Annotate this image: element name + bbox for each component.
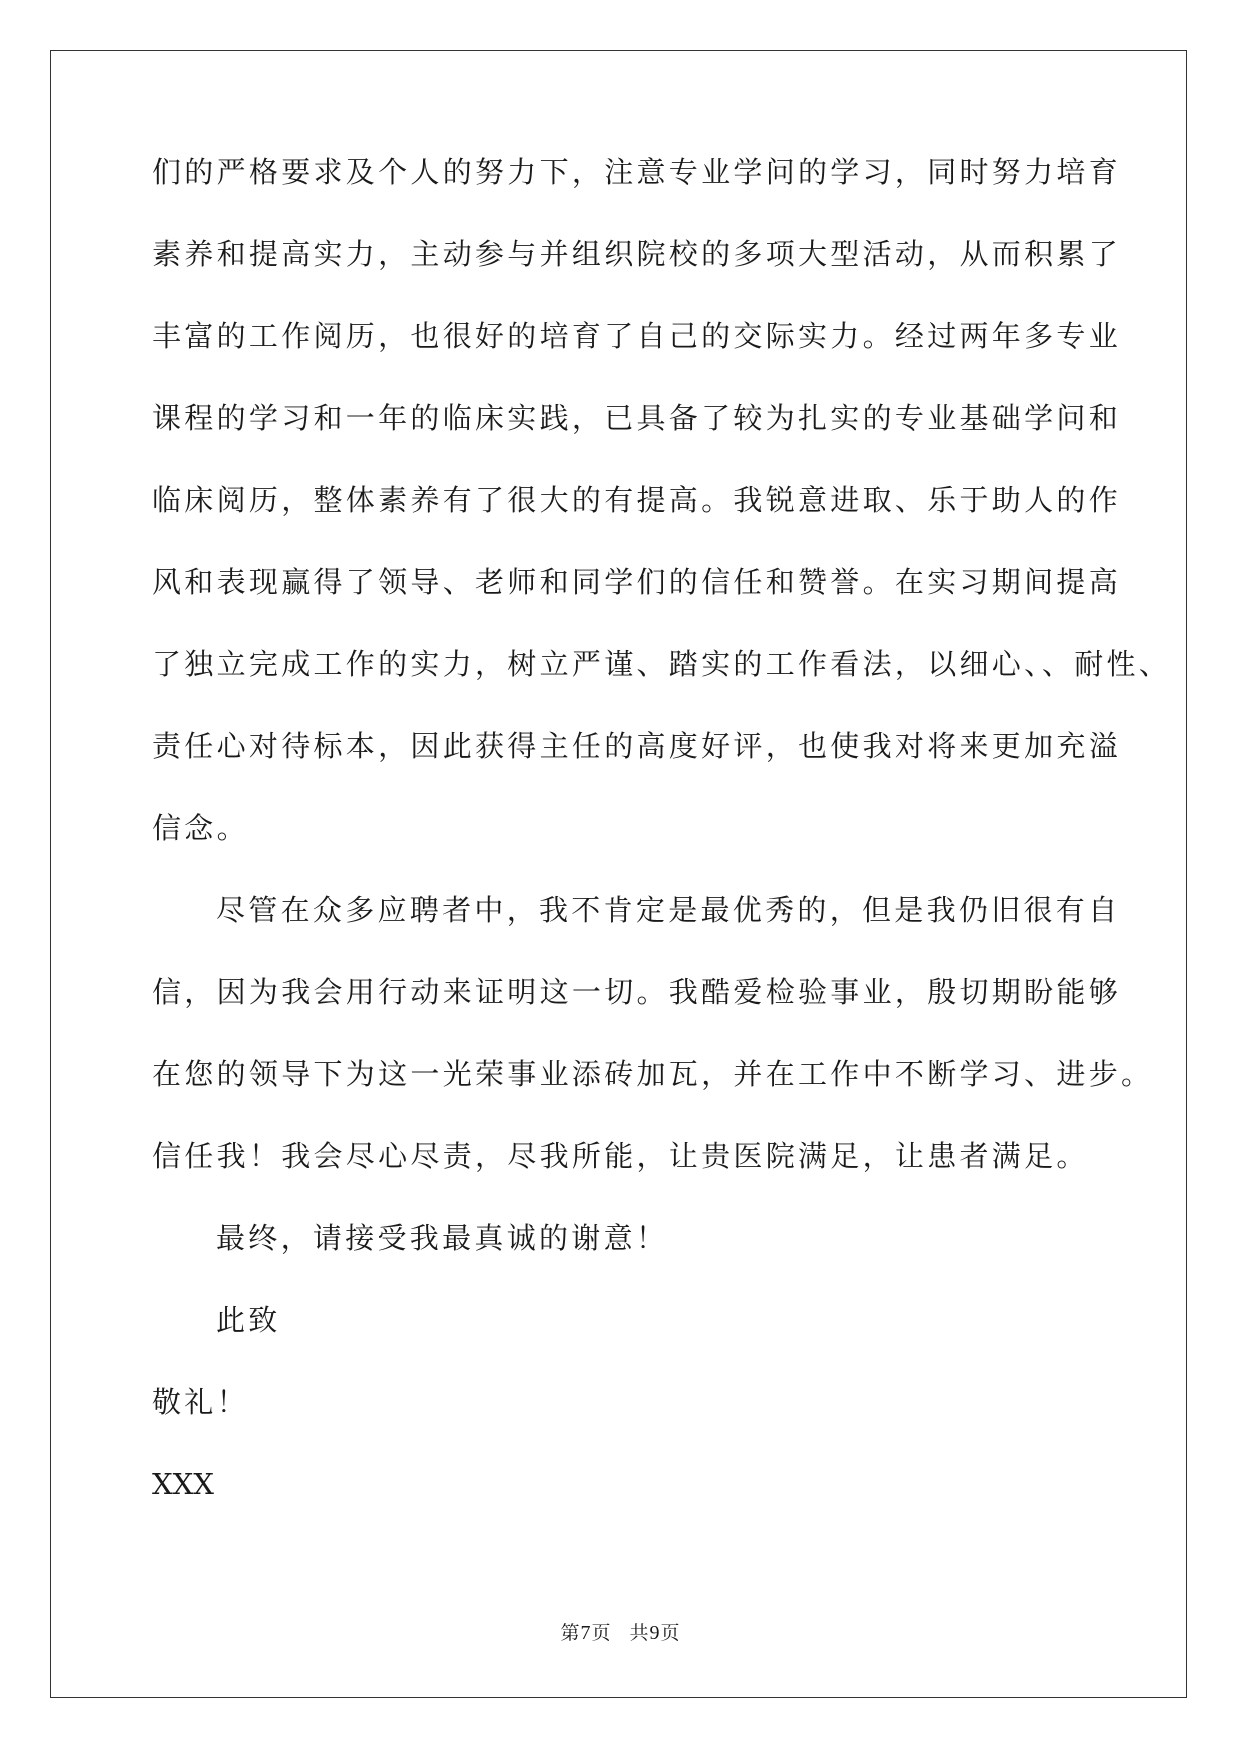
closing-jingli: 敬礼！ (152, 1385, 249, 1419)
text-line: 临床阅历，整体素养有了很大的有提高。我锐意进取、乐于助人的作 (152, 483, 1122, 517)
text-line: 信，因为我会用行动来证明这一切。我酷爱检验事业，殷切期盼能够 (152, 975, 1122, 1009)
text-line: 信念。 (152, 811, 249, 845)
text-line: 责任心对待标本，因此获得主任的高度好评，也使我对将来更加充溢 (152, 729, 1122, 763)
total-prefix: 共 (629, 1622, 650, 1644)
text-line: 丰富的工作阅历，也很好的培育了自己的交际实力。经过两年多专业 (152, 319, 1122, 353)
page-current: 7 (580, 1622, 592, 1644)
text-line: 素养和提高实力，主动参与并组织院校的多项大型活动，从而积累了 (152, 237, 1122, 271)
text-line: 课程的学习和一年的临床实践，已具备了较为扎实的专业基础学问和 (152, 401, 1122, 435)
text-line: 尽管在众多应聘者中，我不肯定是最优秀的，但是我仍旧很有自 (216, 893, 1121, 927)
closing-thanks: 最终，请接受我最真诚的谢意！ (216, 1221, 669, 1255)
text-line: 在您的领导下为这一光荣事业添砖加瓦，并在工作中不断学习、进步。 (152, 1057, 1154, 1091)
signature: XXX (152, 1467, 214, 1501)
closing-cizhi: 此致 (216, 1303, 281, 1337)
text-line: 信任我！我会尽心尽责，尽我所能，让贵医院满足，让患者满足。 (152, 1139, 1089, 1173)
page-total: 9 (649, 1622, 661, 1644)
total-suffix: 页 (660, 1622, 681, 1644)
letter-body (152, 153, 1172, 1547)
text-line: 们的严格要求及个人的努力下，注意专业学问的学习，同时努力培育 (152, 155, 1122, 189)
page-prefix: 第 (560, 1622, 581, 1644)
page-suffix: 页 (591, 1622, 612, 1644)
page-footer (0, 1618, 1241, 1645)
text-line: 风和表现赢得了领导、老师和同学们的信任和赞誉。在实习期间提高 (152, 565, 1122, 599)
text-line: 了独立完成工作的实力，树立严谨、踏实的工作看法，以细心、、耐性、 (152, 647, 1172, 681)
